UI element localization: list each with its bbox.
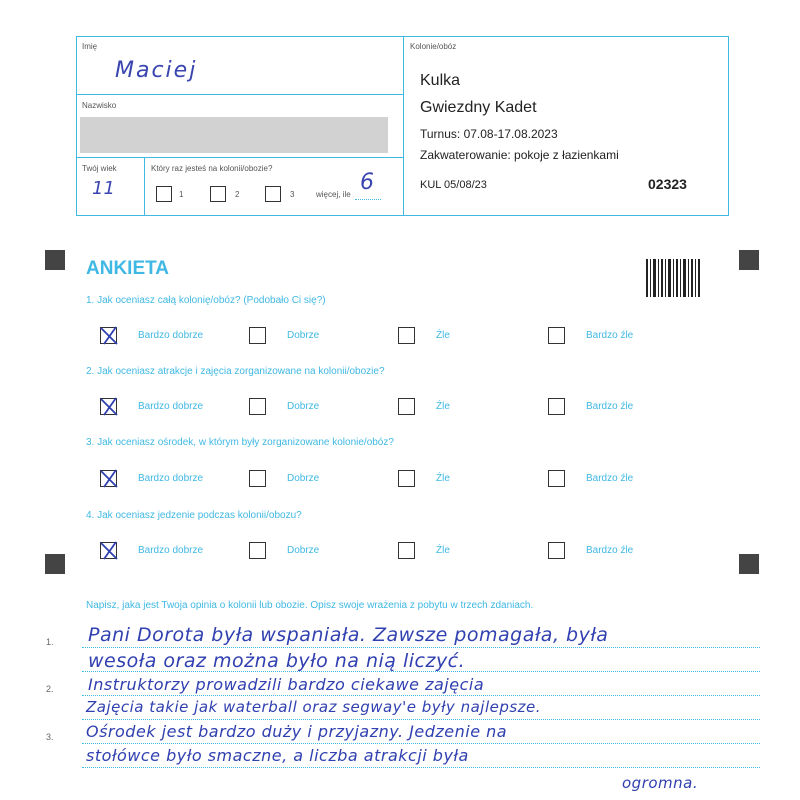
q3-checkbox-4[interactable] <box>548 470 565 487</box>
q3-checkbox-2[interactable] <box>249 470 266 487</box>
camp-code: KUL 05/08/23 <box>420 179 487 191</box>
handwritten-line-4[interactable]: Zajęcia takie jak waterball oraz segway'e były najlepsze. <box>86 698 542 716</box>
q4-checkbox-2[interactable] <box>249 542 266 559</box>
q4-checkbox-4[interactable] <box>548 542 565 559</box>
q4-checkbox-1[interactable] <box>100 542 117 559</box>
q4-option-label-3: Źle <box>436 545 450 556</box>
more-value[interactable]: 6 <box>360 170 374 195</box>
survey-title: ANKIETA <box>86 258 170 279</box>
times-option-3: 3 <box>290 190 295 199</box>
handwritten-line-5[interactable]: Ośrodek jest bardzo duży i przyjazny. Jedzenie na <box>86 722 508 741</box>
times-checkbox-3[interactable] <box>265 186 281 202</box>
more-label: więcej, ile <box>316 190 351 199</box>
q2-checkbox-4[interactable] <box>548 398 565 415</box>
q1-checkbox-3[interactable] <box>398 327 415 344</box>
surname-label: Nazwisko <box>82 101 117 110</box>
barcode-icon <box>646 259 700 297</box>
times-option-1: 1 <box>179 190 184 199</box>
line-number-3: 3. <box>46 732 54 742</box>
handwritten-line-6[interactable]: stołówce było smaczne, a liczba atrakcji była <box>86 746 469 765</box>
alignment-mark-top-left <box>45 250 65 270</box>
q3-checkbox-1[interactable] <box>100 470 117 487</box>
age-value[interactable]: 11 <box>92 178 115 199</box>
age-label: Twój wiek <box>82 164 117 173</box>
q4-option-label-4: Bardzo źle <box>586 545 634 556</box>
q3-checkbox-3[interactable] <box>398 470 415 487</box>
handwritten-line-2[interactable]: wesoła oraz można było na nią liczyć. <box>88 650 466 672</box>
camp-program: Gwiezdny Kadet <box>420 99 537 116</box>
handwritten-line-3[interactable]: Instruktorzy prowadzili bardzo ciekawe zajęcia <box>88 675 485 694</box>
handwritten-line-7[interactable]: ogromna. <box>622 774 699 792</box>
q2-checkbox-1[interactable] <box>100 398 117 415</box>
question-2: 2. Jak oceniasz atrakcje i zajęcia zorganizowane na kolonii/obozie? <box>86 366 385 377</box>
q1-option-label-4: Bardzo źle <box>586 330 634 341</box>
q4-option-label-1: Bardzo dobrze <box>138 545 204 556</box>
q2-option-label-3: Źle <box>436 401 450 412</box>
q1-checkbox-4[interactable] <box>548 327 565 344</box>
check-mark-icon <box>98 539 120 561</box>
alignment-mark-top-right <box>739 250 759 270</box>
q3-option-label-4: Bardzo źle <box>586 473 634 484</box>
q2-option-label-2: Dobrze <box>287 401 320 412</box>
q1-checkbox-2[interactable] <box>249 327 266 344</box>
line-number-1: 1. <box>46 637 54 647</box>
line-number-2: 2. <box>46 684 54 694</box>
q4-checkbox-3[interactable] <box>398 542 415 559</box>
accommodation: Zakwaterowanie: pokoje z łazienkami <box>420 148 619 162</box>
opinion-prompt: Napisz, jaka jest Twoja opinia o kolonii lub obozie. Opisz swoje wrażenia z pobytu w trzech zdaniach. <box>86 600 534 611</box>
check-mark-icon <box>98 395 120 417</box>
q2-checkbox-3[interactable] <box>398 398 415 415</box>
q2-option-label-4: Bardzo źle <box>586 401 634 412</box>
q3-option-label-3: Źle <box>436 473 450 484</box>
q1-option-label-3: Źle <box>436 330 450 341</box>
q2-option-label-1: Bardzo dobrze <box>138 401 204 412</box>
q4-option-label-2: Dobrze <box>287 545 320 556</box>
name-label: Imię <box>82 42 98 51</box>
surname-redaction <box>80 117 388 153</box>
q1-option-label-1: Bardzo dobrze <box>138 330 204 341</box>
question-4: 4. Jak oceniasz jedzenie podczas kolonii/obozu? <box>86 510 302 521</box>
check-mark-icon <box>98 467 120 489</box>
q1-checkbox-1[interactable] <box>100 327 117 344</box>
q3-option-label-2: Dobrze <box>287 473 320 484</box>
name-value[interactable]: Maciej <box>115 58 198 83</box>
camp-label: Kolonie/obóz <box>410 42 457 51</box>
times-option-2: 2 <box>235 190 240 199</box>
handwritten-line-1[interactable]: Pani Dorota była wspaniała. Zawsze pomagała, była <box>88 624 609 646</box>
alignment-mark-bottom-left <box>45 554 65 574</box>
form-number: 02323 <box>648 176 687 192</box>
header-divider <box>403 36 404 216</box>
times-checkbox-2[interactable] <box>210 186 226 202</box>
q2-checkbox-2[interactable] <box>249 398 266 415</box>
q3-option-label-1: Bardzo dobrze <box>138 473 204 484</box>
question-1: 1. Jak oceniasz całą kolonię/obóz? (Podobało Ci się?) <box>86 295 326 306</box>
turnus: Turnus: 07.08-17.08.2023 <box>420 127 558 141</box>
question-3: 3. Jak oceniasz ośrodek, w którym były zorganizowane kolonie/obóz? <box>86 437 394 448</box>
q1-option-label-2: Dobrze <box>287 330 320 341</box>
times-label: Który raz jesteś na kolonii/obozie? <box>151 164 273 173</box>
check-mark-icon <box>98 324 120 346</box>
camp-name: Kulka <box>420 72 461 89</box>
times-checkbox-1[interactable] <box>156 186 172 202</box>
alignment-mark-bottom-right <box>739 554 759 574</box>
